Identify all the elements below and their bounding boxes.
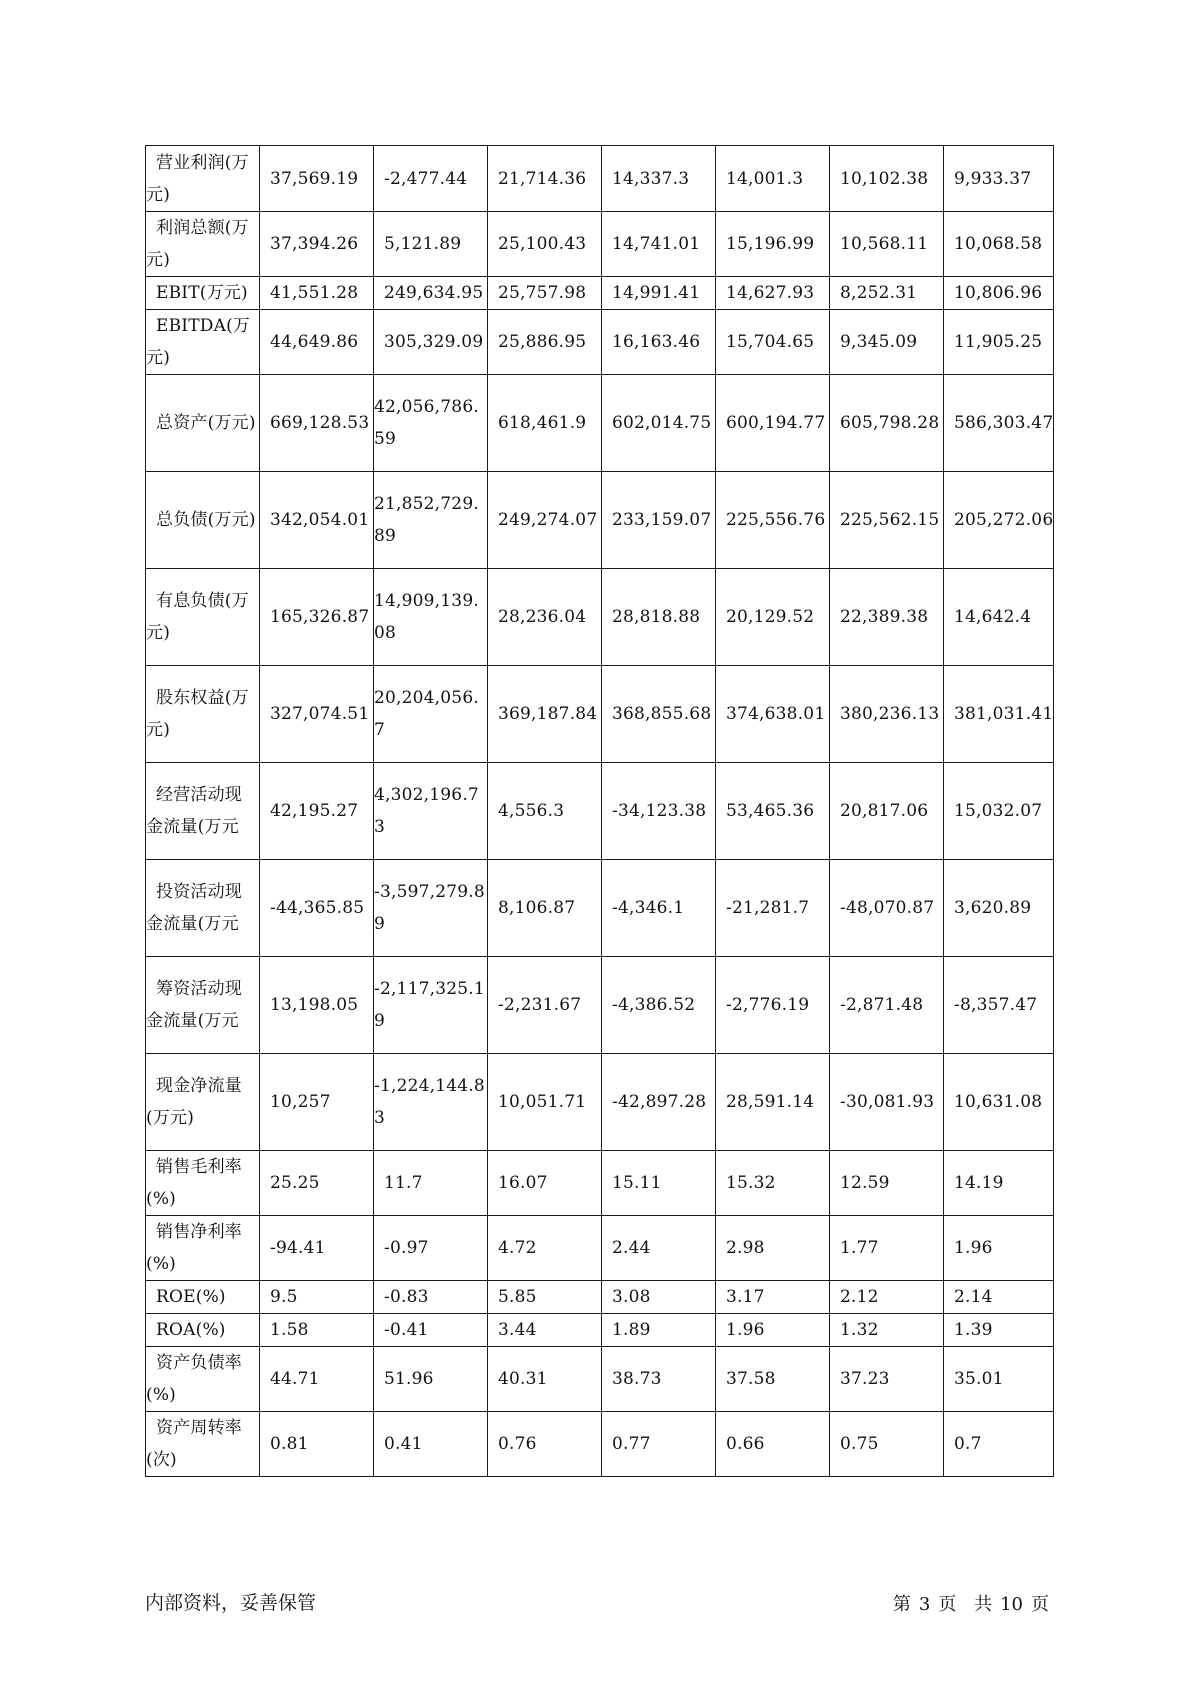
table-row [146,1054,1054,1151]
table-cell: 0.81 [260,1412,374,1477]
table-cell: -4,386.52 [602,957,716,1054]
table-cell: 10,631.08 [944,1054,1054,1151]
table-cell: 669,128.53 [260,375,374,472]
row-label: 资产周转率(次) [146,1412,260,1477]
table-cell: 25,757.98 [488,277,602,310]
table-cell: 38.73 [602,1347,716,1412]
table-cell: 9.5 [260,1281,374,1314]
table-cell: 374,638.01 [716,666,830,763]
row-label: 有息负债(万元) [146,569,260,666]
table-cell: 10,068.58 [944,212,1054,277]
table-cell: 2.98 [716,1216,830,1281]
table-cell: -42,897.28 [602,1054,716,1151]
confidentiality-note: 内部资料，妥善保管 [145,1592,317,1614]
table-cell: 42,195.27 [260,763,374,860]
table-row [146,277,1054,310]
page-indicator [889,1590,1053,1616]
table-cell: 381,031.41 [944,666,1054,763]
table-cell: 205,272.06 [944,472,1054,569]
table-cell: 15.32 [716,1151,830,1216]
table-cell: 1.89 [602,1314,716,1347]
financial-data-table [145,145,1054,1477]
row-label: EBITDA(万元) [146,310,260,375]
row-label: 股东权益(万元) [146,666,260,763]
table-cell: 3.17 [716,1281,830,1314]
total-suffix: 页 [1031,1594,1049,1615]
table-cell: 4,556.3 [488,763,602,860]
table-row [146,1347,1054,1412]
table-cell: 8,252.31 [830,277,944,310]
table-row [146,957,1054,1054]
table-cell: -94.41 [260,1216,374,1281]
row-label: 销售净利率(%) [146,1216,260,1281]
table-cell: 10,257 [260,1054,374,1151]
table-cell: 249,634.95 [374,277,488,310]
table-cell: 369,187.84 [488,666,602,763]
table-cell: 165,326.87 [260,569,374,666]
table-cell: 15.11 [602,1151,716,1216]
table-cell: 28,236.04 [488,569,602,666]
page-suffix: 页 [938,1594,957,1615]
table-cell: 10,568.11 [830,212,944,277]
table-cell: 22,389.38 [830,569,944,666]
table-cell: 51.96 [374,1347,488,1412]
row-label: 总资产(万元) [146,375,260,472]
table-cell: 20,129.52 [716,569,830,666]
table-cell: 10,051.71 [488,1054,602,1151]
table-cell: 10,806.96 [944,277,1054,310]
table-cell: -0.97 [374,1216,488,1281]
table-cell: 0.41 [374,1412,488,1477]
table-row [146,472,1054,569]
table-cell: 28,818.88 [602,569,716,666]
table-cell: -8,357.47 [944,957,1054,1054]
table-cell: 12.59 [830,1151,944,1216]
table-cell: 602,014.75 [602,375,716,472]
table-cell: -2,871.48 [830,957,944,1054]
table-cell: 3,620.89 [944,860,1054,957]
table-cell: 44.71 [260,1347,374,1412]
table-cell: 15,196.99 [716,212,830,277]
table-cell: -2,117,325.19 [374,957,488,1054]
table-cell: 233,159.07 [602,472,716,569]
table-cell: 1.77 [830,1216,944,1281]
table-cell: 14,741.01 [602,212,716,277]
table-cell: 0.76 [488,1412,602,1477]
table-cell: 15,032.07 [944,763,1054,860]
table-cell: 37,394.26 [260,212,374,277]
table-row [146,1412,1054,1477]
table-cell: 4.72 [488,1216,602,1281]
table-cell: 20,204,056.7 [374,666,488,763]
table-cell: 3.44 [488,1314,602,1347]
row-label: 经营活动现金流量(万元 [146,763,260,860]
table-cell: 40.31 [488,1347,602,1412]
table-row [146,375,1054,472]
table-cell: 2.12 [830,1281,944,1314]
table-cell: 14,991.41 [602,277,716,310]
table-cell: -0.41 [374,1314,488,1347]
row-label: ROA(%) [146,1314,260,1347]
table-cell: 1.58 [260,1314,374,1347]
table-cell: 9,933.37 [944,146,1054,212]
table-cell: -2,477.44 [374,146,488,212]
table-cell: 25,886.95 [488,310,602,375]
table-cell: 5.85 [488,1281,602,1314]
table-cell: 586,303.47 [944,375,1054,472]
table-row [146,1314,1054,1347]
table-cell: 16,163.46 [602,310,716,375]
table-cell: 11.7 [374,1151,488,1216]
table-cell: 11,905.25 [944,310,1054,375]
table-cell: 0.75 [830,1412,944,1477]
table-cell: 1.32 [830,1314,944,1347]
table-cell: 605,798.28 [830,375,944,472]
table-cell: 14,642.4 [944,569,1054,666]
page-current: 3 [918,1594,931,1615]
table-cell: 16.07 [488,1151,602,1216]
table-cell: 20,817.06 [830,763,944,860]
table-cell: 44,649.86 [260,310,374,375]
table-cell: 37,569.19 [260,146,374,212]
table-cell: 14,337.3 [602,146,716,212]
row-label: ROE(%) [146,1281,260,1314]
table-cell: 8,106.87 [488,860,602,957]
table-cell: 41,551.28 [260,277,374,310]
table-cell: -4,346.1 [602,860,716,957]
table-cell: 0.77 [602,1412,716,1477]
table-cell: 9,345.09 [830,310,944,375]
page-prefix: 第 [892,1594,911,1615]
table-cell: 28,591.14 [716,1054,830,1151]
row-label: 筹资活动现金流量(万元 [146,957,260,1054]
table-cell: 5,121.89 [374,212,488,277]
table-cell: -21,281.7 [716,860,830,957]
table-cell: 14,627.93 [716,277,830,310]
table-row [146,310,1054,375]
table-row [146,860,1054,957]
table-cell: 2.14 [944,1281,1054,1314]
table-cell: -3,597,279.89 [374,860,488,957]
row-label: 利润总额(万元) [146,212,260,277]
table-cell: 368,855.68 [602,666,716,763]
table-cell: 37.58 [716,1347,830,1412]
table-cell: 21,714.36 [488,146,602,212]
table-cell: 1.96 [944,1216,1054,1281]
table-cell: 42,056,786.59 [374,375,488,472]
row-label: 销售毛利率(%) [146,1151,260,1216]
table-cell: -1,224,144.83 [374,1054,488,1151]
table-cell: -0.83 [374,1281,488,1314]
table-cell: 305,329.09 [374,310,488,375]
page-total: 10 [1000,1594,1023,1615]
table-cell: 1.39 [944,1314,1054,1347]
row-label: EBIT(万元) [146,277,260,310]
table-cell: 618,461.9 [488,375,602,472]
table-row [146,146,1054,212]
table-row [146,1281,1054,1314]
table-cell: 10,102.38 [830,146,944,212]
table-cell: 342,054.01 [260,472,374,569]
table-cell: -30,081.93 [830,1054,944,1151]
table-cell: 13,198.05 [260,957,374,1054]
table-cell: 21,852,729.89 [374,472,488,569]
table-cell: -48,070.87 [830,860,944,957]
table-cell: 2.44 [602,1216,716,1281]
row-label: 总负债(万元) [146,472,260,569]
table-cell: 0.7 [944,1412,1054,1477]
table-cell: 4,302,196.73 [374,763,488,860]
table-cell: 3.08 [602,1281,716,1314]
table-cell: 249,274.07 [488,472,602,569]
table-cell: 0.66 [716,1412,830,1477]
row-label: 现金净流量(万元) [146,1054,260,1151]
table-row [146,666,1054,763]
table-cell: -2,231.67 [488,957,602,1054]
table-row [146,1216,1054,1281]
table-cell: 25,100.43 [488,212,602,277]
table-cell: 53,465.36 [716,763,830,860]
table-cell: 37.23 [830,1347,944,1412]
table-cell: 225,556.76 [716,472,830,569]
table-cell: -2,776.19 [716,957,830,1054]
table-cell: 327,074.51 [260,666,374,763]
table-cell: 25.25 [260,1151,374,1216]
row-label: 营业利润(万元) [146,146,260,212]
row-label: 资产负债率(%) [146,1347,260,1412]
table-cell: 380,236.13 [830,666,944,763]
total-prefix: 共 [974,1594,993,1615]
table-cell: 14.19 [944,1151,1054,1216]
table-cell: 14,001.3 [716,146,830,212]
table-cell: 14,909,139.08 [374,569,488,666]
table-cell: 35.01 [944,1347,1054,1412]
table-row [146,569,1054,666]
table-cell: -44,365.85 [260,860,374,957]
table-cell: 225,562.15 [830,472,944,569]
table-row [146,763,1054,860]
table-cell: 600,194.77 [716,375,830,472]
table-row [146,212,1054,277]
row-label: 投资活动现金流量(万元 [146,860,260,957]
table-cell: -34,123.38 [602,763,716,860]
table-cell: 1.96 [716,1314,830,1347]
table-row [146,1151,1054,1216]
table-cell: 15,704.65 [716,310,830,375]
